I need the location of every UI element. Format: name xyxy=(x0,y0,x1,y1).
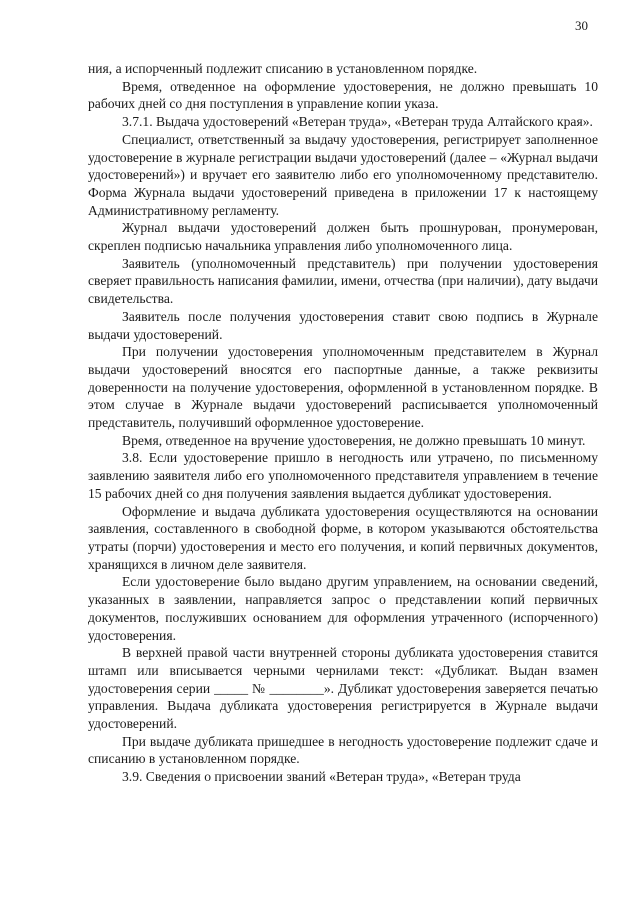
paragraph: Заявитель после получения удостоверения ставит свою подпись в Журнале выдачи удостоверений. xyxy=(88,308,598,342)
paragraph: При выдаче дубликата пришедшее в негодность удостоверение подлежит сдаче и списанию в установленном порядке. xyxy=(88,733,598,767)
page-number: 30 xyxy=(575,18,588,33)
paragraph: Время, отведенное на вручение удостоверения, не должно превышать 10 минут. xyxy=(122,432,586,448)
paragraph: Журнал выдачи удостоверений должен быть прошнурован, пронумерован, скреплен подписью начальника управления либо уполномоченного лица. xyxy=(88,220,598,254)
paragraph: Специалист, ответственный за выдачу удостоверения, регистрирует заполненное удостоверение в журнале регистрации выдачи удостоверений (далее – «Журнал выдачи удостоверений») и вручает его заявителю либо его уполномоченному представителю. Форма Журнала выдачи удостоверений приведена в приложении 17 к настоящему Административному регламенту. xyxy=(88,131,598,218)
section-3-9: 3.9. Сведения о присвоении званий «Ветеран труда», «Ветеран труда xyxy=(122,769,521,785)
paragraph: Время, отведенное на оформление удостоверения, не должно превышать 10 рабочих дней со дня поступления в управление копии указа. xyxy=(88,78,598,112)
paragraph: Если удостоверение было выдано другим управлением, на основании сведений, указанных в заявлении, направляется запрос о представлении копий первичных документов, послуживших основанием для оформления утраченного (испорченного) удостоверения. xyxy=(88,574,598,643)
document-body xyxy=(88,60,598,786)
paragraph-continuation: ния, а испорченный подлежит списанию в установленном порядке. xyxy=(88,61,478,76)
section-3-8: 3.8. Если удостоверение пришло в негодность или утрачено, по письменному заявлению заявителя либо его уполномоченного представителя управлением в течение 15 рабочих дней со дня получения заявления выдается дубликат удостоверения. xyxy=(88,450,598,501)
paragraph: В верхней правой части внутренней стороны дубликата удостоверения ставится штамп или вписывается черными чернилами текст: «Дубликат. Выдан взамен удостоверения серии _____ № ________». Дубликат удостоверения заверяется печатью управления. Выдача дубликата удостоверения регистрируется в Журнале выдачи удостоверений. xyxy=(88,645,598,732)
section-heading-3-7-1: 3.7.1. Выдача удостоверений «Ветеран труда», «Ветеран труда Алтайского края». xyxy=(122,114,593,130)
paragraph: Заявитель (уполномоченный представитель) при получении удостоверения сверяет правильность написания фамилии, имени, отчества (при наличии), дату выдачи свидетельства. xyxy=(88,255,598,307)
paragraph: Оформление и выдача дубликата удостоверения осуществляются на основании заявления, составленного в свободной форме, в котором указываются обстоятельства утраты (порчи) удостоверения и место его получения, и копий первичных документов, хранящихся в личном деле заявителя. xyxy=(88,503,598,572)
paragraph: При получении удостоверения уполномоченным представителем в Журнал выдачи удостоверений вносятся его паспортные данные, а также реквизиты доверенности на получение удостоверения, оформленной в установленном порядке. В этом случае в Журнале выдачи удостоверений расписывается уполномоченный представитель, получивший оформленное удостоверение. xyxy=(88,344,598,431)
